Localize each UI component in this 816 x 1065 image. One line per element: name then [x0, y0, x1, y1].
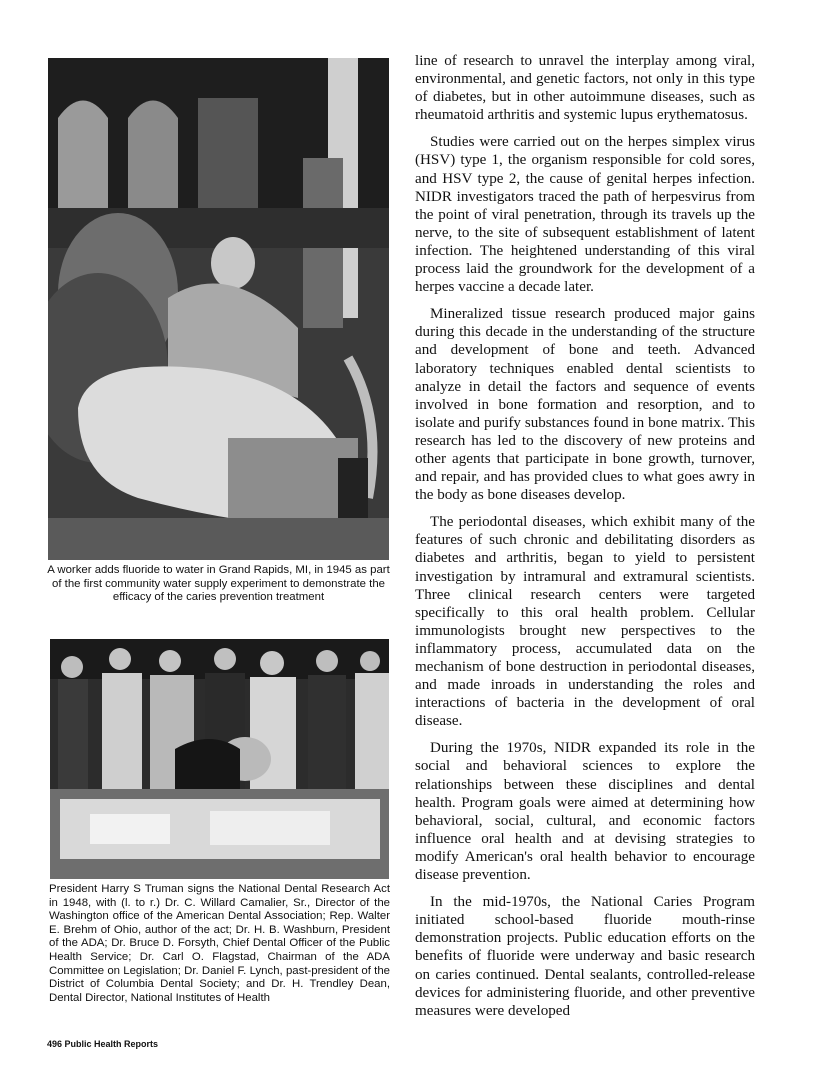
- truman-signing-photo: [50, 639, 389, 879]
- fluoride-worker-photo: [48, 58, 389, 560]
- photo2-caption: President Harry S Truman signs the National Dental Research Act in 1948, with (l. to r.) Dr. C. Willard Camalier, Sr., Director of the Washington office of the American Dental Association; Rep. Walter E. Brehm of Ohio, author of the act; Dr. H. B. Washburn, President of the ADA; Dr. Bruce D. Forsyth, Chief Dental Officer of the Public Health Service; Dr. Carl O. Flagstad, Chairman of the ADA Committee on Legislation; Dr. Daniel F. Lynch, past-president of the District of Columbia Dental Society; and Dr. H. Trendley Dean, Dental Director, National Institutes of Health: [49, 883, 390, 1004]
- body-paragraph: The periodontal diseases, which exhibit many of the features of such chronic and debilitating disorders as diabetes and arthritis, began to yield to persistent investigation by intramural and extramural scientists. Three clinical research centers were targeted specifically to this oral health problem. Cellular immunologists brought new perspectives to the inflammatory process, accumulated data on the mechanism of bone destruction in periodontal diseases, and made inroads in understanding the roles and interactions of bacteria in the development of oral disease.: [415, 514, 755, 730]
- body-paragraph: During the 1970s, NIDR expanded its role in the social and behavioral sciences to explore the relationships between these disciplines and dental health. Program goals were aimed at determining how behavioral, social, cultural, and economic factors influence oral health and at devising strategies to modify American's oral health behavior to encourage disease prevention.: [415, 740, 755, 884]
- body-paragraph: Mineralized tissue research produced major gains during this decade in the understanding of the structure and development of bone and teeth. Advanced laboratory techniques enabled dental scientists to analyze in detail the factors and sequence of events involved in bone formation and resorption, and to isolate and purify substances found in bone matrix. This research has led to the discovery of new proteins and other agents that participate in bone growth, turnover, and repair, and has provided clues to what goes awry in the body as bone diseases develop.: [415, 306, 755, 504]
- page-footer: 496 Public Health Reports: [47, 1039, 159, 1049]
- photo1-caption: A worker adds fluoride to water in Grand Rapids, MI, in 1945 as part of the first community water supply experiment to demonstrate the efficacy of the caries prevention treatment: [47, 564, 390, 604]
- body-text-column: [415, 52, 755, 1029]
- body-paragraph: Studies were carried out on the herpes simplex virus (HSV) type 1, the organism responsible for cold sores, and HSV type 2, the cause of genital herpes infection. NIDR investigators traced the path of herpesvirus from the point of viral penetration, through its travels up the nerve, to the site of subsequent establishment of latent infection. The heightened understanding of this viral process laid the groundwork for the development of a herpes vaccine a decade later.: [415, 134, 755, 296]
- body-paragraph: line of research to unravel the interplay among viral, environmental, and genetic factors, not only in this type of diabetes, but in other autoimmune diseases, such as rheumatoid arthritis and systemic lupus erythematosus.: [415, 53, 755, 124]
- body-paragraph: In the mid-1970s, the National Caries Program initiated school-based fluoride mouth-rinse demonstration projects. Public education efforts on the benefits of fluoride were underway and basic research on caries continued. Dental sealants, controlled-release devices for administering fluoride, and other preventive measures were developed: [415, 894, 755, 1019]
